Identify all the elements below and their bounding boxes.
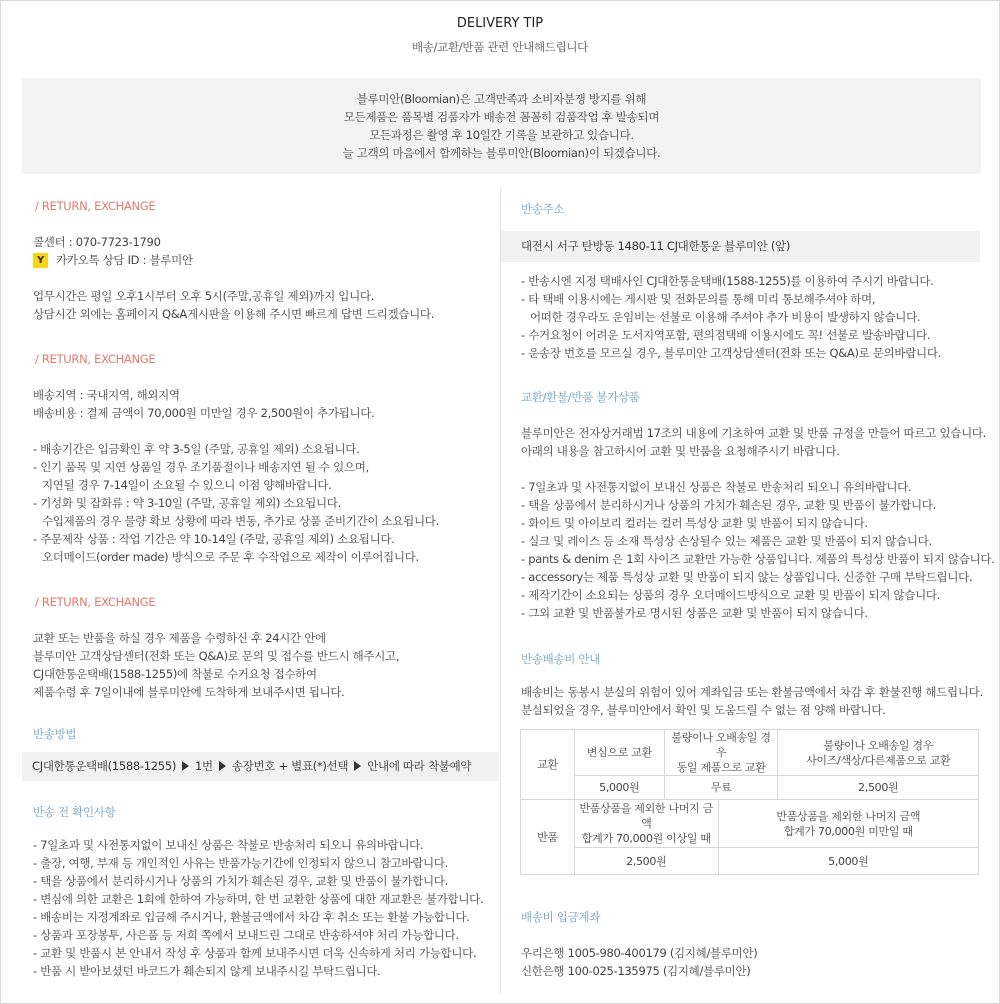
return-note: 제품수령 후 7일이내에 블루미안에 도착하게 보내주시면 됩니다. (33, 685, 345, 699)
table-row (521, 730, 979, 776)
fee-value: 무료 (664, 776, 778, 800)
fee-row-label-exchange: 교환 (521, 730, 575, 800)
return-method-heading: 반송방법 (33, 727, 77, 741)
return-method-band (22, 752, 499, 781)
fee-col-header: 반품상품을 제외한 나머지 금액 합계가 70,000원 미만일 때 (718, 800, 978, 848)
return-fee-intro-line: 배송비는 동봉시 분실의 위험이 있어 계좌입금 또는 환불금액에서 차감 후 환불진행 해드립니다. (521, 685, 983, 699)
method-step: 1번 (195, 759, 213, 773)
return-method-steps (32, 758, 471, 774)
non-returnable-note: - 실크 및 레이스 등 소재 특성상 손상될수 있는 제품은 교환 및 반품이 되지 않습니다. (521, 534, 932, 548)
return-address-band (501, 231, 980, 262)
kakao-id: 카카오톡 상담 ID : 블루미안 (56, 253, 193, 267)
pre-return-check-list (33, 836, 483, 980)
address-notes (521, 272, 941, 362)
bank-account: 신한은행 100-025-135975 (김지혜/블루미안) (521, 964, 751, 978)
fee-value: 5,000원 (574, 776, 664, 800)
address-note: - 반송시엔 지정 택배사인 CJ대한통운택배(1588-1255)를 이용하여 주시기 바랍니다. (521, 274, 934, 288)
contact-info (33, 233, 193, 269)
kakao-icon: Y (33, 253, 48, 268)
address-note: - 타 택배 이용시에는 게시판 및 전화문의를 통해 미리 통보해주셔야 하며, (521, 292, 876, 306)
non-returnable-intro-line: 아래의 내용을 참고하시어 교환 및 반품을 요청해주시기 바랍니다. (521, 444, 840, 458)
fee-col-header: 불량이나 오배송일 경우 사이즈/색상/다른제품으로 교환 (778, 730, 979, 776)
table-row (521, 776, 979, 800)
fee-row-label-return: 반품 (521, 800, 575, 875)
shipping-line: 배송지역 : 국내지역, 해외지역 (33, 388, 180, 402)
intro-line: 늘 고객의 마음에서 함께하는 블루미안(Bloomian)이 되겠습니다. (342, 146, 661, 160)
check-note: - 배송비는 지정계좌로 입금해 주시거나, 환불금액에서 차감 후 취소 또는 환불 가능합니다. (33, 910, 470, 924)
delivery-note: - 주문제작 상품 : 작업 기간은 약 10-14일 (주말, 공휴일 제외) 소요됩니다. (33, 532, 395, 546)
column-divider (500, 188, 501, 993)
check-note: - 반품 시 받아보셨던 바코드가 훼손되지 않게 보내주시길 부탁드립니다. (33, 964, 381, 978)
check-note: - 택을 상품에서 분리하시거나 상품의 가치가 훼손된 경우, 교환 및 반품이 불가합니다. (33, 874, 448, 888)
method-step: CJ대한통운택배(1588-1255) (32, 759, 177, 773)
non-returnable-note: - 택을 상품에서 분리하시거나 상품의 가치가 훼손된 경우, 교환 및 반품이 불가합니다. (521, 498, 936, 512)
address-note: 어떠한 경우라도 운임비는 선불로 이용해 주셔야 추가 비용이 발생하지 않습니다. (530, 310, 921, 324)
return-address: 대전시 서구 탄방동 1480-11 CJ대한통운 블루미안 (앞) (521, 239, 791, 253)
delivery-note: 지연될 경우 7-14일이 소요될 수 있으니 이점 양해바랍니다. (42, 478, 332, 492)
non-returnable-note: - 그외 교환 및 반품불가로 명시된 상품은 교환 및 반품이 되지 않습니다. (521, 606, 868, 620)
non-returnable-intro (521, 424, 986, 460)
non-returnable-note: - accessory는 제품 특성상 교환 및 반품이 되지 않는 상품입니다. 신중한 구매 부탁드립니다. (521, 570, 973, 584)
arrow-right-icon (354, 761, 361, 771)
intro-box (22, 78, 981, 174)
non-returnable-note: - 제작기간이 소요되는 상품의 경우 오더메이드방식으로 교환 및 반품이 되지 않습니다. (521, 588, 941, 602)
hours-line: 상담시간 외에는 홈페이지 Q&A게시판을 이용해 주시면 빠르게 답변 드리겠습니다. (33, 307, 435, 321)
non-returnable-note: - 7일초과 및 사전통지없이 보내신 상품은 착불로 반송처리 되오니 유의바랍니다. (521, 480, 912, 494)
return-fee-intro (521, 683, 983, 719)
arrow-right-icon (182, 761, 189, 771)
delivery-note: - 인기 품목 및 지연 상품일 경우 조기품절이나 배송지연 될 수 있으며, (33, 460, 369, 474)
fee-col-header: 변심으로 교환 (574, 730, 664, 776)
check-note: - 변심에 의한 교환은 1회에 한하여 가능하며, 한 번 교환한 상품에 대한 재교환은 불가합니다. (33, 892, 484, 906)
non-returnable-heading: 교환/환불/반품 불가상품 (521, 390, 640, 404)
intro-line: 모든제품은 품목별 검품자가 배송전 꼼꼼히 검품작업 후 발송되며 (343, 110, 660, 124)
fee-account-heading: 배송비 입금계좌 (521, 910, 601, 924)
return-address-heading: 반송주소 (521, 202, 565, 216)
section-heading-return: / RETURN, EXCHANGE (35, 595, 156, 609)
pre-return-check-heading: 반송 전 확인사항 (33, 805, 116, 819)
table-row (521, 848, 979, 875)
section-heading-contact: / RETURN, EXCHANGE (35, 199, 156, 213)
shipping-info (33, 386, 374, 422)
return-fee-table (520, 729, 979, 875)
address-note: - 수거요청이 어려운 도서지역포함, 편의점택배 이용시에도 꼭! 선불로 발송바랍니다. (521, 328, 931, 342)
non-returnable-list (521, 478, 995, 622)
non-returnable-note: - pants & denim 은 1회 사이즈 교환만 가능한 상품입니다. 제품의 특성상 반품이 되지 않습니다. (521, 552, 995, 566)
delivery-notes (33, 440, 439, 566)
fee-accounts (521, 944, 757, 980)
return-note: 블루미안 고객상담센터(전화 또는 Q&A)로 문의 및 접수를 반드시 해주시고, (33, 649, 400, 663)
section-heading-shipping: / RETURN, EXCHANGE (35, 352, 156, 366)
table-row (521, 800, 979, 848)
fee-value: 5,000원 (718, 848, 978, 875)
address-note: - 운송장 번호를 모르실 경우, 블루미안 고객상담센터(전화 또는 Q&A)로 문의바랍니다. (521, 346, 942, 360)
business-hours (33, 287, 434, 323)
fee-col-header: 반품상품을 제외한 나머지 금액 합계가 70,000원 이상일 때 (574, 800, 718, 848)
method-step: 송장번호 + 별표(*)선택 (231, 759, 349, 773)
shipping-line: 배송비용 : 결제 금액이 70,000원 미만일 경우 2,500원이 추가됩니다. (33, 406, 375, 420)
return-fee-heading: 반송배송비 안내 (521, 652, 601, 666)
check-note: - 7일초과 및 사전통지없이 보내신 상품은 착불로 반송처리 되오니 유의바랍니다. (33, 838, 424, 852)
delivery-note: 수입제품의 경우 물량 확보 상황에 따라 변동, 추가로 상품 준비기간이 소요됩니다. (42, 514, 439, 528)
return-note: 교환 또는 반품을 하실 경우 제품을 수령하신 후 24시간 안에 (33, 631, 326, 645)
check-note: - 교환 및 반품시 본 안내서 작성 후 상품과 함께 보내주시면 더욱 신속하게 처리 가능합니다. (33, 946, 477, 960)
bank-account: 우리은행 1005-980-400179 (김지혜/블루미안) (521, 946, 758, 960)
call-center: 콜센터 : 070-7723-1790 (33, 235, 161, 249)
return-fee-intro-line: 분실되었을 경우, 블루미안에서 확인 및 도움드릴 수 없는 점 양해 바랍니다. (521, 703, 886, 717)
delivery-note: - 기성화 및 잡화류 : 약 3-10일 (주말, 공휴일 제외) 소요됩니다. (33, 496, 341, 510)
non-returnable-note: - 화이트 및 아이보리 컬러는 컬러 특성상 교환 및 반품이 되지 않습니다. (521, 516, 868, 530)
return-notes (33, 629, 399, 701)
fee-value: 2,500원 (574, 848, 718, 875)
hours-line: 업무시간은 평일 오후1시부터 오후 5시(주말,공휴일 제외)까지 입니다. (33, 289, 375, 303)
page-subtitle: 배송/교환/반품 관련 안내해드립니다 (412, 40, 588, 54)
check-note: - 출장, 여행, 부재 등 개인적인 사유는 반품가능기간에 인정되지 않으니 참고바랍니다. (33, 856, 448, 870)
fee-value: 2,500원 (778, 776, 979, 800)
method-step: 안내에 따라 착불예약 (367, 759, 472, 773)
delivery-note: - 배송기간은 입금확인 후 약 3-5일 (주말, 공휴일 제외) 소요됩니다. (33, 442, 360, 456)
non-returnable-intro-line: 블루미안은 전자상거래법 17조의 내용에 기초하여 교환 및 반품 규정을 만들어 따르고 있습니다. (521, 426, 987, 440)
delivery-note: 오더메이드(order made) 방식으로 주문 후 수작업으로 제작이 이루어집니다. (42, 550, 419, 564)
return-note: CJ대한통운택배(1588-1255)에 착불로 수거요청 접수하여 (33, 667, 317, 681)
check-note: - 상품과 포장봉투, 사은품 등 저희 쪽에서 보내드린 그대로 반송하셔야 처리 가능합니다. (33, 928, 459, 942)
kakao-row (33, 251, 193, 269)
intro-line: 블루미안(Bloomian)은 고객만족과 소비자분쟁 방지를 위해 (356, 92, 647, 106)
page-title: DELIVERY TIP (456, 16, 544, 31)
arrow-right-icon (219, 761, 226, 771)
fee-col-header: 불량이나 오배송일 경우 동일 제품으로 교환 (664, 730, 778, 776)
intro-line: 모든과정은 촬영 후 10일간 기록을 보관하고 있습니다. (369, 128, 634, 142)
